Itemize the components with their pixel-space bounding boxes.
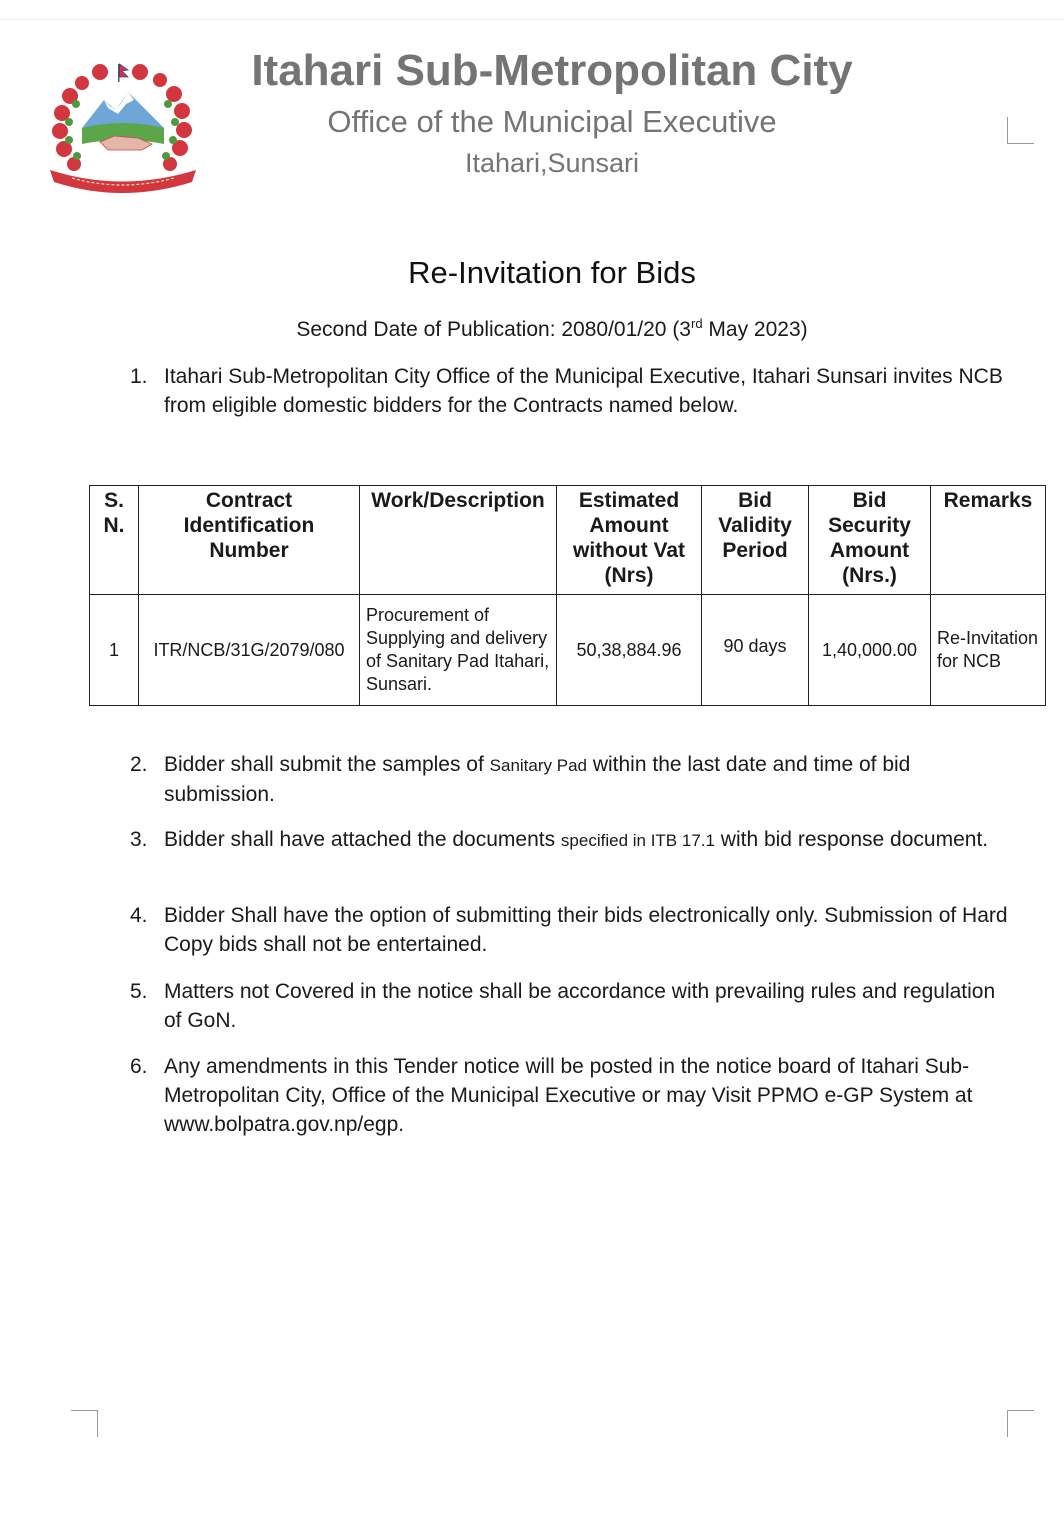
table-header-row xyxy=(90,486,1046,595)
col-header-work: Work/Description xyxy=(360,486,557,595)
notice-item-6: 6. Any amendments in this Tender notice will be posted in the notice board of Itahari Sub-Metropolitan City, Office of the Municipal Executive or may Visit PPMO e-GP System at www.bolpatra.gov.np/egp. xyxy=(130,1055,973,1136)
office-subtitle: Office of the Municipal Executive xyxy=(327,104,777,139)
cell-work: Procurement of Supplying and delivery of Sanitary Pad Itahari, Sunsari. xyxy=(360,595,557,706)
office-name: Itahari Sub-Metropolitan City xyxy=(251,46,853,95)
col-header-remarks: Remarks xyxy=(931,486,1046,595)
bids-table xyxy=(89,485,1046,706)
cell-security: 1,40,000.00 xyxy=(809,595,931,706)
notice-item-5: 5. Matters not Covered in the notice shall be accordance with prevailing rules and regulation of GoN. xyxy=(130,980,996,1032)
col-header-contract-id: Contract Identification Number xyxy=(139,486,360,595)
crop-mark-bottom-left xyxy=(71,1410,98,1437)
publication-date: Second Date of Publication: 2080/01/20 (3rd May 2023) xyxy=(296,316,808,341)
crop-mark-bottom-right xyxy=(1007,1410,1034,1437)
col-header-validity: Bid Validity Period xyxy=(702,486,809,595)
crop-mark-top-right xyxy=(1007,117,1034,144)
notice-item-2: 2. Bidder shall submit the samples of Sanitary Pad within the last date and time of bid submission. xyxy=(130,753,911,806)
cell-sn: 1 xyxy=(90,595,139,706)
col-header-amount: Estimated Amount without Vat (Nrs) xyxy=(557,486,702,595)
cell-amount: 50,38,884.96 xyxy=(557,595,702,706)
page-top-edge xyxy=(0,19,1064,20)
col-header-security: Bid Security Amount (Nrs.) xyxy=(809,486,931,595)
table-row xyxy=(90,595,1046,706)
notice-item-1: 1. Itahari Sub-Metropolitan City Office of the Municipal Executive, Itahari Sunsari invites NCB from eligible domestic bidders for the Contracts named below. xyxy=(130,365,1003,417)
nepal-government-emblem-icon xyxy=(42,58,204,198)
cell-remarks: Re-Invitation for NCB xyxy=(931,595,1046,706)
col-header-sn: S. N. xyxy=(90,486,139,595)
notice-item-3: 3. Bidder shall have attached the documents specified in ITB 17.1 with bid response document. xyxy=(130,828,989,851)
cell-validity: 90 days xyxy=(702,595,809,706)
office-location: Itahari,Sunsari xyxy=(464,148,640,178)
notice-item-4: 4. Bidder Shall have the option of submitting their bids electronically only. Submission of Hard Copy bids shall not be entertained. xyxy=(130,904,1008,956)
notice-title: Re-Invitation for Bids xyxy=(408,255,696,290)
cell-contract-id: ITR/NCB/31G/2079/080 xyxy=(139,595,360,706)
